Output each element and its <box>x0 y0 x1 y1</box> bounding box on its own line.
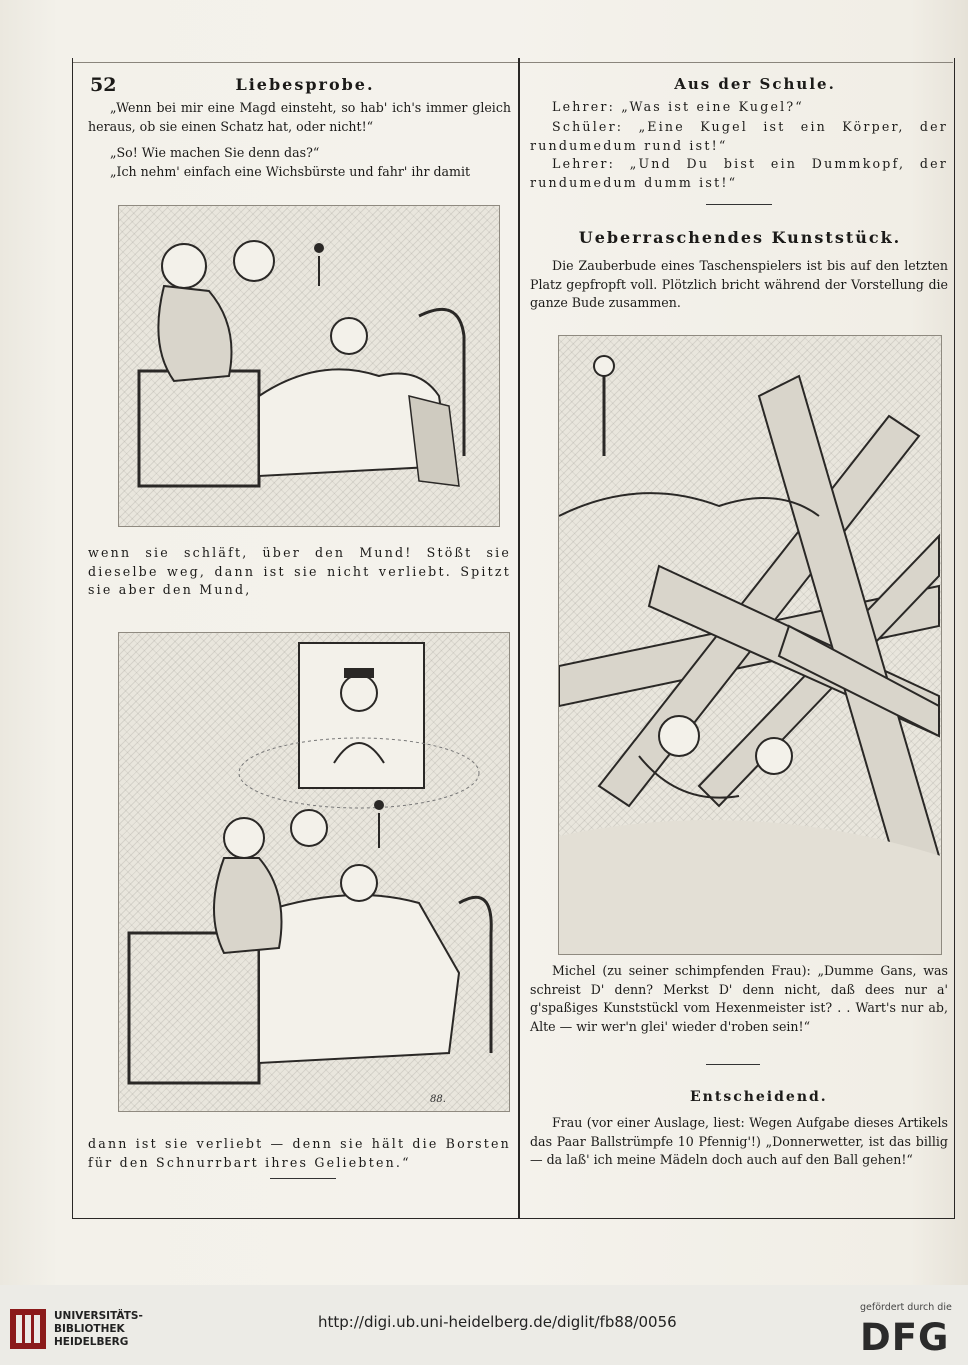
university-library-logo-icon <box>8 1305 48 1353</box>
illustration-signature: 88. <box>430 1094 446 1105</box>
left-paragraph-4: wenn sie schläft, über den Mund! Stößt sie dieselbe weg, dann ist sie nicht verliebt. Spitzt sie aber den Mund, <box>88 545 511 597</box>
left-title: Liebesprobe. <box>235 75 375 94</box>
institution-line-2: BIBLIOTHEK <box>54 1323 125 1335</box>
source-url-link[interactable]: http://digi.ub.uni-heidelberg.de/diglit/fb88/0056 <box>318 1313 677 1331</box>
left-paragraph-5: dann ist sie verliebt — denn sie hält die Borsten für den Schnurrbart ihres Geliebten.“ <box>88 1136 511 1170</box>
left-paragraph-1: „Wenn bei mir eine Magd einsteht, so hab' ich's immer gleich heraus, ob sie einen Schatz hat, oder nicht!“ <box>88 100 511 134</box>
institution-line-3: HEIDELBERG <box>54 1336 129 1348</box>
institution-line-1: UNIVERSITÄTS- <box>54 1310 143 1322</box>
right-title-trick: Ueberraschendes Kunststück. <box>578 228 902 247</box>
right-title-school: Aus der Schule. <box>674 75 836 93</box>
school-line-1: Lehrer: „Was ist eine Kugel?“ <box>552 99 804 114</box>
collapse-scene-drawing <box>559 336 941 954</box>
dream-scene-drawing <box>119 633 509 1111</box>
page-number: 52 <box>90 74 117 96</box>
trick-end-rule <box>706 1064 760 1065</box>
bed-scene-drawing <box>119 206 499 526</box>
funding-caption: gefördert durch die <box>860 1302 952 1313</box>
trick-dialogue: Michel (zu seiner schimpfenden Frau): „Dumme Gans, was schreist D' denn? Merkst D' denn nicht, daß dees nur a' g'spaßiges Kunststückl vom Hexenmeister ist? . . Wart's nur ab, Alte — wir wer'n glei' wieder d'roben sein!“ <box>530 963 948 1034</box>
left-paragraph-2: „So! Wie machen Sie denn das?“ <box>110 145 320 160</box>
right-title-decisive: Entscheidend. <box>690 1089 828 1105</box>
illustration-maid-dreaming <box>118 632 510 1112</box>
dfg-logo: DFG <box>860 1316 950 1359</box>
trick-intro: Die Zauberbude eines Taschenspielers ist bis auf den letzten Platz gepfropft voll. Plötzlich bricht während der Vorstellung die ganze Bude zusammen. <box>530 258 948 310</box>
school-line-2: Schüler: „Eine Kugel ist ein Körper, der rundumedum rund ist!“ <box>530 119 948 153</box>
school-end-rule <box>706 204 772 205</box>
left-paragraph-3: „Ich nehm' einfach eine Wichsbürste und fahr' ihr damit <box>110 164 471 179</box>
column-divider <box>518 58 520 1218</box>
illustration-maid-asleep <box>118 205 500 527</box>
left-end-rule <box>270 1178 336 1179</box>
institution-name <box>54 1310 143 1349</box>
decisive-paragraph: Frau (vor einer Auslage, liest: Wegen Aufgabe dieses Artikels das Paar Ballstrümpfe 10 Pfennig'!) „Donnerwetter, ist das billig — da laß' ich meine Mädeln doch auch auf den Ball gehen!“ <box>530 1115 948 1167</box>
illustration-collapsing-booth <box>558 335 942 955</box>
school-line-3: Lehrer: „Und Du bist ein Dummkopf, der rundumedum dumm ist!“ <box>530 156 948 190</box>
